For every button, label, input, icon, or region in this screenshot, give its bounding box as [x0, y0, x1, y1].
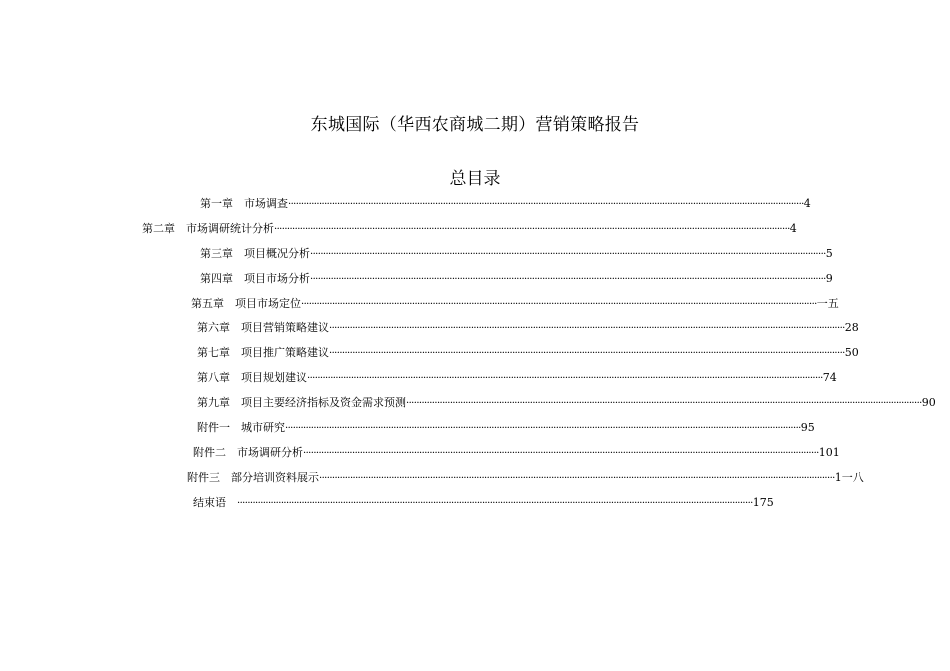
- toc-leader: ········································································································································································································: [303, 448, 819, 459]
- toc-title: 项目规划建议: [241, 371, 307, 384]
- toc-leader: ········································································································································································································: [237, 498, 753, 509]
- toc-row: [197, 421, 815, 436]
- toc-row: [197, 371, 837, 386]
- toc-chapter: 第一章: [200, 197, 233, 210]
- toc-leader: ········································································································································································································: [406, 398, 922, 409]
- toc-row: [200, 197, 811, 212]
- toc-chapter: 附件二: [193, 446, 226, 459]
- toc-chapter: 第五章: [191, 297, 224, 310]
- toc-chapter: 附件一: [197, 421, 230, 434]
- toc-chapter: 附件三: [187, 471, 220, 484]
- toc-title: 项目推广策略建议: [241, 346, 329, 359]
- toc-page-number: 101: [818, 446, 840, 459]
- toc-leader: ········································································································································································································: [310, 249, 826, 260]
- toc-title: 项目市场分析: [244, 272, 310, 285]
- toc-row: [187, 471, 864, 486]
- toc-leader: ········································································································································································································: [319, 473, 835, 484]
- toc-title: 城市研究: [241, 421, 285, 434]
- toc-page-number: 50: [844, 346, 859, 359]
- toc-chapter: 结束语: [193, 496, 226, 509]
- toc-chapter: 第四章: [200, 272, 233, 285]
- toc-page-number: 5: [825, 247, 833, 260]
- toc-page-number: 90: [921, 396, 936, 409]
- toc-page-number: 95: [800, 421, 815, 434]
- toc-title: 部分培训资料展示: [231, 471, 319, 484]
- toc-title: 项目市场定位: [235, 297, 301, 310]
- toc-row: [142, 222, 797, 237]
- toc-chapter: 第八章: [197, 371, 230, 384]
- toc-chapter: 第七章: [197, 346, 230, 359]
- toc-title: 项目营销策略建议: [241, 321, 329, 334]
- toc-title: 市场调查: [244, 197, 288, 210]
- toc-leader: ········································································································································································································: [288, 199, 804, 210]
- toc-row: [197, 346, 859, 361]
- toc-title: 市场调研分析: [237, 446, 303, 459]
- toc-page-number: 175: [752, 496, 774, 509]
- toc-page-number: 74: [822, 371, 837, 384]
- toc-leader: ········································································································································································································: [285, 423, 801, 434]
- toc-leader: ········································································································································································································: [329, 323, 845, 334]
- toc-heading: 总目录: [449, 169, 501, 189]
- toc-title: 市场调研统计分析: [186, 222, 274, 235]
- toc-chapter: 第九章: [197, 396, 230, 409]
- toc-leader: ········································································································································································································: [307, 373, 823, 384]
- toc-leader: ········································································································································································································: [329, 348, 845, 359]
- toc-page-number: 一五: [816, 297, 839, 310]
- toc-row: [200, 247, 833, 262]
- toc-page-number: 4: [789, 222, 797, 235]
- toc-title: 项目概况分析: [244, 247, 310, 260]
- toc-page-number: 4: [803, 197, 811, 210]
- toc-leader: ········································································································································································································: [301, 299, 817, 310]
- toc-row: [197, 321, 859, 336]
- toc-row: [191, 297, 839, 312]
- toc-chapter: 第二章: [142, 222, 175, 235]
- toc-row: [193, 446, 840, 461]
- toc-row: [197, 396, 936, 411]
- toc-page-number: 1一八: [834, 471, 864, 484]
- toc-leader: ········································································································································································································: [274, 224, 790, 235]
- toc-page-number: 28: [844, 321, 859, 334]
- toc-title: 项目主要经济指标及资金需求预测: [241, 396, 406, 409]
- document-title: 东城国际（华西农商城二期）营销策略报告: [310, 115, 640, 135]
- toc-row: [193, 496, 774, 511]
- toc-chapter: 第六章: [197, 321, 230, 334]
- toc-row: [200, 272, 833, 287]
- toc-leader: ········································································································································································································: [310, 274, 826, 285]
- toc-page-number: 9: [825, 272, 833, 285]
- toc-chapter: 第三章: [200, 247, 233, 260]
